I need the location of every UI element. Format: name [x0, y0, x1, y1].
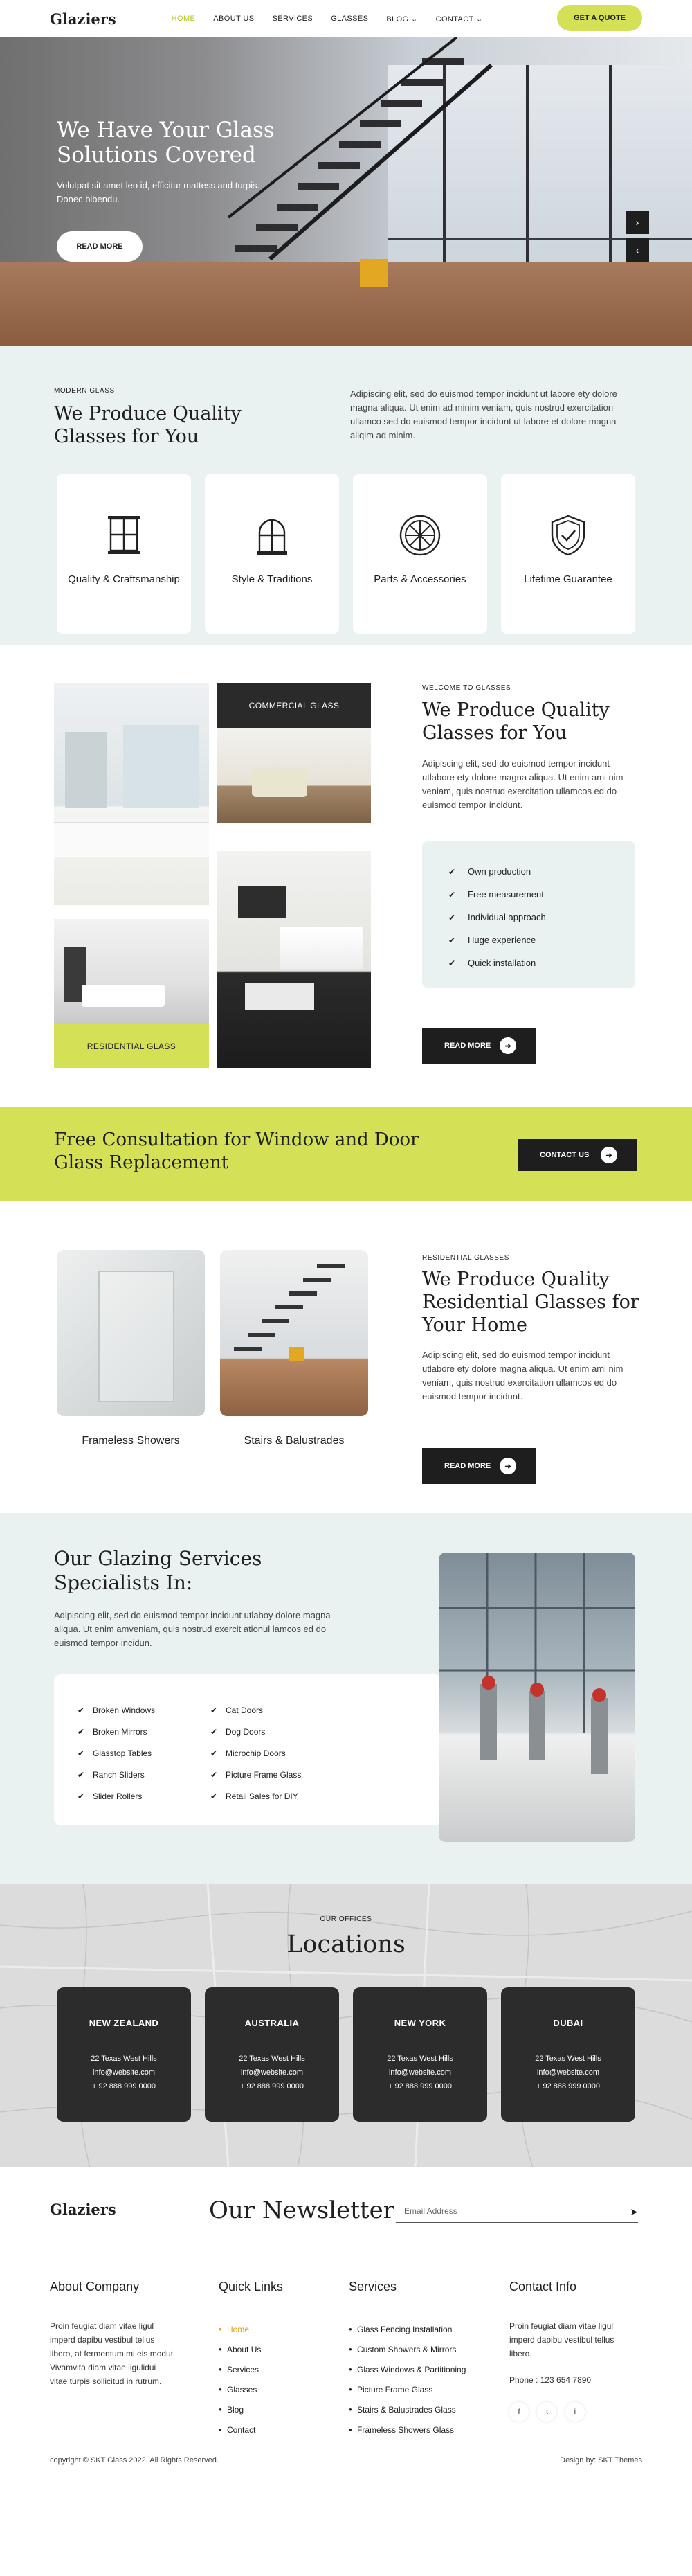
link-label: Picture Frame Glass [357, 2384, 433, 2395]
designer-credit[interactable]: Design by: SKT Themes [560, 2456, 642, 2465]
office-details [501, 2052, 635, 2093]
list-item [448, 906, 635, 929]
bedroom-window [65, 732, 107, 808]
living-room-photo [217, 728, 371, 823]
feature-label: Individual approach [468, 912, 546, 922]
slider-next-button[interactable]: › [626, 211, 649, 234]
link-label: About Us [227, 2344, 262, 2354]
card-label: Parts & Accessories [374, 573, 466, 585]
button-label: READ MORE [444, 1041, 491, 1050]
office-card[interactable] [501, 1987, 635, 2122]
nav-contact[interactable] [436, 15, 483, 24]
check-icon: ✔ [210, 1705, 218, 1715]
footer-link-services[interactable] [219, 2359, 283, 2379]
office-name: DUBAI [553, 2018, 583, 2028]
round-window-icon [398, 513, 442, 557]
stairs-photo[interactable] [220, 1250, 368, 1416]
section-title: Our Glazing Services Specialists In: [54, 1547, 262, 1594]
footer-about [50, 2280, 174, 2388]
list-item [448, 860, 635, 883]
footer-logo[interactable]: Glaziers [50, 2201, 116, 2218]
chevron-down-icon: ⌄ [410, 15, 418, 24]
feature-label: Own production [468, 866, 531, 877]
welcome-read-more-button[interactable] [422, 1028, 536, 1064]
footer-heading: About Company [50, 2280, 140, 2293]
office-phone: + 92 888 999 0000 [91, 2082, 156, 2091]
office-card[interactable] [57, 1987, 191, 2122]
commercial-glass-label[interactable]: COMMERCIAL GLASS [217, 683, 371, 728]
hero-banner [0, 37, 692, 346]
bullet-icon: ● [219, 2406, 222, 2413]
footer-service-link[interactable] [349, 2319, 466, 2339]
list-item [78, 1721, 155, 1742]
footer-contact [509, 2280, 634, 2422]
office-name: NEW ZEALAND [89, 2018, 159, 2028]
office-phone: + 92 888 999 0000 [388, 2082, 453, 2091]
arrow-right-icon: ➜ [500, 1458, 516, 1474]
footer-heading: Contact Info [509, 2280, 577, 2293]
footer-link-contact[interactable] [219, 2420, 283, 2440]
instagram-icon[interactable]: i [565, 2402, 585, 2422]
office-address: 22 Texas West Hills [387, 2055, 453, 2063]
list-item [78, 1742, 155, 1764]
link-label: Glass Windows & Partitioning [357, 2364, 466, 2374]
check-icon: ✔ [210, 1748, 218, 1758]
feature-list [422, 841, 635, 988]
sofa-shape [252, 769, 307, 797]
footer-link-about[interactable] [219, 2339, 283, 2359]
list-item [448, 951, 635, 974]
footer-link-home[interactable] [219, 2319, 283, 2339]
consultation-title: Free Consultation for Window and Door Glass Replacement [54, 1129, 419, 1173]
bullet-icon: ● [349, 2406, 352, 2413]
footer-services [349, 2280, 466, 2440]
tv-shape [238, 886, 286, 918]
office-address: 22 Texas West Hills [239, 2055, 305, 2063]
check-icon: ✔ [210, 1769, 218, 1780]
list-item [448, 883, 635, 906]
office-card[interactable] [205, 1987, 339, 2122]
twitter-icon[interactable]: t [537, 2402, 556, 2422]
button-label: CONTACT US [540, 1151, 590, 1159]
feature-card[interactable] [57, 474, 191, 634]
bullet-icon: ● [219, 2386, 222, 2392]
service-label: Retail Sales for DIY [226, 1791, 298, 1801]
office-name: AUSTRALIA [244, 2018, 300, 2028]
footer-service-link[interactable] [349, 2359, 466, 2379]
arched-window-icon [250, 513, 294, 557]
shield-check-icon [546, 513, 590, 557]
link-label: Stairs & Balustrades Glass [357, 2404, 456, 2415]
check-icon: ✔ [78, 1705, 85, 1715]
contact-us-button[interactable] [518, 1139, 637, 1171]
hero-read-more-button[interactable]: READ MORE [57, 231, 143, 262]
footer-service-link[interactable] [349, 2399, 466, 2420]
link-label: Custom Showers & Mirrors [357, 2344, 457, 2354]
footer-heading: Services [349, 2280, 397, 2293]
button-label: READ MORE [444, 1462, 491, 1470]
site-logo[interactable]: Glaziers [50, 10, 116, 28]
office-address: 22 Texas West Hills [91, 2055, 157, 2063]
footer-about-text: Proin feugiat diam vitae ligul imperd dapibu vestibul tellus libero, at fermentum mi eis modut Vivamvita diam vitae ligulidui vitae turpis sollicitud in rutrum. [50, 2321, 174, 2386]
check-icon: ✔ [210, 1726, 218, 1737]
frameless-shower-photo[interactable] [57, 1250, 205, 1416]
frameless-showers-caption[interactable]: Frameless Showers [82, 1435, 180, 1447]
sofa-shape [82, 985, 165, 1007]
main-nav [172, 15, 483, 24]
site-header [0, 0, 692, 37]
bullet-icon: ● [349, 2386, 352, 2392]
list-item [78, 1785, 155, 1807]
card-label: Style & Traditions [231, 573, 313, 585]
lounge-photo [217, 851, 371, 1068]
newsletter-section [0, 2167, 692, 2255]
nav-blog[interactable] [386, 15, 417, 24]
service-label: Broken Windows [93, 1705, 156, 1715]
window-shape [280, 927, 363, 969]
stairs-caption[interactable]: Stairs & Balustrades [244, 1435, 345, 1447]
list-item [210, 1721, 301, 1742]
section-kicker: WELCOME TO GLASSES [422, 684, 511, 692]
window-icon [102, 513, 146, 557]
nav-home[interactable]: HOME [171, 14, 196, 23]
footer-service-link[interactable] [349, 2379, 466, 2399]
staircase-illustration [220, 1250, 368, 1416]
office-card[interactable] [353, 1987, 487, 2122]
footer-contact-text: Proin feugiat diam vitae ligul imperd dapibu vestibul tellus libero. [509, 2321, 614, 2359]
section-kicker: OUR OFFICES [320, 1915, 372, 1923]
service-label: Picture Frame Glass [226, 1769, 302, 1780]
feature-card[interactable] [205, 474, 339, 634]
hero-text: Volutpat sit amet leo id, efficitur mattess and turpis. Donec bibendu. [57, 180, 260, 204]
chevron-down-icon: ⌄ [476, 15, 483, 24]
card-label: Quality & Craftsmanship [68, 573, 180, 585]
check-icon: ✔ [448, 958, 456, 968]
footer-phone: Phone : 123 654 7890 [509, 2375, 592, 2385]
copyright-text: copyright © SKT Glass 2022. All Rights Reserved. [50, 2456, 219, 2465]
arrow-right-icon: ➜ [601, 1147, 617, 1163]
social-links [509, 2402, 634, 2422]
office-email: info@website.com [92, 2068, 156, 2077]
feature-card[interactable] [501, 474, 635, 634]
check-icon: ✔ [78, 1748, 85, 1758]
list-item [210, 1742, 301, 1764]
office-email: info@website.com [240, 2068, 304, 2077]
residential-section [0, 1201, 692, 1513]
service-label: Slider Rollers [93, 1791, 143, 1801]
nav-blog-label: BLOG [386, 15, 409, 24]
feature-label: Free measurement [468, 889, 544, 900]
footer-link-blog[interactable] [219, 2399, 283, 2420]
footer-service-link[interactable] [349, 2420, 466, 2440]
card-label: Lifetime Guarantee [524, 573, 612, 585]
footer-services-list [349, 2319, 466, 2440]
feature-label: Quick installation [468, 958, 536, 968]
service-label: Dog Doors [226, 1726, 266, 1737]
nav-contact-label: CONTACT [435, 15, 474, 24]
office-details [57, 2052, 191, 2093]
facebook-icon[interactable]: f [509, 2402, 529, 2422]
office-details [205, 2052, 339, 2093]
nav-about[interactable]: ABOUT US [213, 14, 255, 23]
office-email: info@website.com [536, 2068, 600, 2077]
feature-cards [57, 474, 635, 634]
bed-shape [54, 822, 209, 857]
arrow-right-icon: ➜ [500, 1037, 516, 1054]
feature-label: Huge experience [468, 935, 536, 945]
check-icon: ✔ [448, 889, 456, 900]
footer-heading: Quick Links [219, 2280, 284, 2293]
service-label: Cat Doors [226, 1705, 264, 1715]
link-label: Contact [227, 2424, 256, 2435]
check-icon: ✔ [210, 1791, 218, 1801]
bullet-icon: ● [219, 2366, 222, 2372]
link-label: Glass Fencing Installation [357, 2324, 453, 2334]
office-phone: + 92 888 999 0000 [536, 2082, 601, 2091]
get-quote-button[interactable]: GET A QUOTE [557, 5, 642, 31]
section-title: We Produce Quality Glasses for You [422, 699, 610, 744]
consultation-banner [0, 1107, 692, 1201]
section-title: We Produce Quality Glasses for You [54, 403, 242, 447]
feature-card[interactable] [353, 474, 487, 634]
services-list-card [54, 1674, 441, 1825]
bullet-icon: ● [219, 2426, 222, 2433]
service-label: Microchip Doors [226, 1748, 286, 1758]
section-text: Adipiscing elit, sed do euismod tempor incidunt ut labore ety dolore magna aliqua. Ut enim ad minim veniam, quis nostrud exercitation ullamco sed do euismod tempor incidunt ut labore et dolore magna aliqim ad minim. [350, 388, 617, 440]
footer-service-link[interactable] [349, 2339, 466, 2359]
list-item [210, 1699, 301, 1721]
list-item [210, 1785, 301, 1807]
link-label: Glasses [227, 2384, 257, 2395]
services-section [0, 1513, 692, 1884]
interior-photo [54, 919, 209, 1024]
check-icon: ✔ [78, 1791, 85, 1801]
bullet-icon: ● [349, 2346, 352, 2352]
residential-read-more-button[interactable] [422, 1448, 536, 1484]
quick-links-list [219, 2319, 283, 2440]
service-label: Ranch Sliders [93, 1769, 145, 1780]
check-icon: ✔ [448, 935, 456, 945]
bullet-icon: ● [219, 2326, 222, 2332]
office-name: NEW YORK [394, 2018, 446, 2028]
services-list-right [210, 1699, 301, 1807]
bullet-icon: ● [349, 2366, 352, 2372]
nav-glasses[interactable]: GLASSES [331, 14, 369, 23]
link-label: Frameless Showers Glass [357, 2424, 455, 2435]
bedroom-window [123, 725, 199, 808]
window-frame [609, 65, 612, 262]
link-label: Blog [227, 2404, 244, 2415]
link-label: Services [227, 2364, 260, 2374]
list-item [78, 1699, 155, 1721]
office-phone: + 92 888 999 0000 [239, 2082, 304, 2091]
quality-section [0, 346, 692, 645]
building-photo [439, 1553, 635, 1842]
rug-shape [245, 983, 314, 1010]
residential-glass-label[interactable]: RESIDENTIAL GLASS [54, 1024, 209, 1068]
hero-title: We Have Your Glass Solutions Covered [57, 118, 275, 168]
newsletter-email-input[interactable]: Email Address [396, 2199, 638, 2223]
newsletter-title: Our Newsletter [209, 2197, 394, 2224]
list-item [78, 1764, 155, 1785]
bullet-icon: ● [219, 2346, 222, 2352]
footer-link-glasses[interactable] [219, 2379, 283, 2399]
section-kicker: RESIDENTIAL GLASSES [422, 1254, 510, 1262]
nav-services[interactable]: SERVICES [272, 14, 313, 23]
locations-section [0, 1884, 692, 2167]
check-icon: ✔ [78, 1769, 85, 1780]
link-label: Home [227, 2324, 250, 2334]
footer-quick-links [219, 2280, 283, 2440]
office-email: info@website.com [388, 2068, 452, 2077]
service-label: Glasstop Tables [93, 1748, 152, 1758]
site-footer [0, 2255, 692, 2485]
office-address: 22 Texas West Hills [535, 2055, 601, 2063]
section-kicker: MODERN GLASS [54, 387, 115, 395]
list-item [448, 929, 635, 951]
slider-prev-button[interactable]: ‹ [626, 238, 649, 262]
section-text: Adipiscing elit, sed do euismod tempor incidunt utlaboy dolore magna aliqua. Ut enim amveniam, quis nostrud exercit ationul lamcos ed do euismod tempor incidun. [54, 1610, 331, 1648]
service-label: Broken Mirrors [93, 1726, 147, 1737]
building-illustration [439, 1553, 635, 1842]
list-item [210, 1764, 301, 1785]
office-details [353, 2052, 487, 2093]
send-icon[interactable]: ➤ [630, 2206, 638, 2217]
shower-glass [98, 1271, 174, 1402]
check-icon: ✔ [448, 912, 456, 922]
section-text: Adipiscing elit, sed do euismod tempor incidunt utlabore ety dolore magna aliqua. Ut enim ami nim veniam, quis nostrud exercitation ullamcos ed do euismod tempor incidunt. [422, 758, 623, 810]
bullet-icon: ● [349, 2326, 352, 2332]
section-text: Adipiscing elit, sed do euismod tempor incidunt utlabore ety dolore magna aliqua. Ut enim ami nim veniam, quis nostrud exercitation ullamcos ed do euismod tempor incidunt. [422, 1350, 623, 1402]
check-icon: ✔ [448, 866, 456, 877]
window-frame [526, 65, 529, 262]
section-title: We Produce Quality Residential Glasses for Your Home [422, 1269, 639, 1336]
services-list-left [78, 1699, 155, 1807]
welcome-section [0, 645, 692, 1107]
section-title: Locations [286, 1931, 406, 1958]
check-icon: ✔ [78, 1726, 85, 1737]
bullet-icon: ● [349, 2426, 352, 2433]
bedroom-photo [54, 683, 209, 905]
